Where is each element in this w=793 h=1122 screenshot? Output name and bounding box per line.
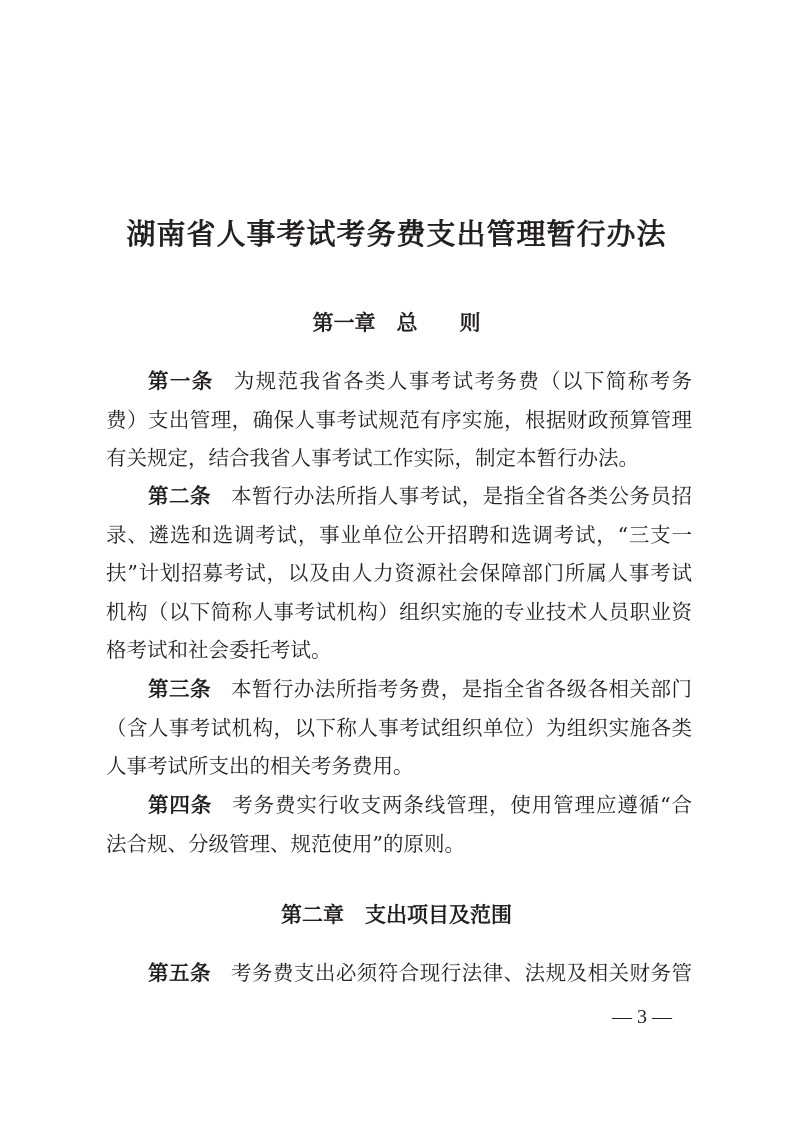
- article-3: 第三条 本暂行办法所指考务费，是指全省各级各相关部门 （含人事考试机构，以下称人事考试组织单位）为组织实施各类 人事考试所支出的相关考务费用。: [106, 677, 692, 778]
- article-label: 第一条: [148, 369, 214, 393]
- article-1: 第一条 为规范我省各类人事考试考务费（以下简称考务 费）支出管理，确保人事考试规范有序实施，根据财政预算管理 有关规定，结合我省人事考试工作实际，制定本暂行办法。: [106, 369, 692, 470]
- article-label: 第二条: [148, 484, 211, 508]
- chapter-heading-2: 第二章 支出项目及范围: [281, 902, 512, 927]
- article-label: 第四条: [148, 793, 213, 817]
- article-4: 第四条 考务费实行收支两条线管理，使用管理应遵循“合 法合规、分级管理、规范使用”的原则。: [106, 793, 692, 856]
- document-title: 湖南省人事考试考务费支出管理暂行办法: [126, 217, 667, 251]
- article-label: 第三条: [148, 677, 211, 701]
- article-label: 第五条: [148, 961, 211, 985]
- page-number: — 3 —: [612, 1006, 672, 1028]
- article-5: 第五条 考务费支出必须符合现行法律、法规及相关财务管: [148, 961, 692, 985]
- chapter-heading-1: 第一章 总 则: [312, 310, 481, 335]
- article-2: 第二条 本暂行办法所指人事考试，是指全省各类公务员招 录、遴选和选调考试，事业单位公开招聘和选调考试，“三支一 扶”计划招募考试，以及由人力资源社会保障部门所属人事考试 机构（以下简称人事考试机构）组织实施的专业技术人员职业资 格考试和社会委托考试。: [106, 484, 692, 662]
